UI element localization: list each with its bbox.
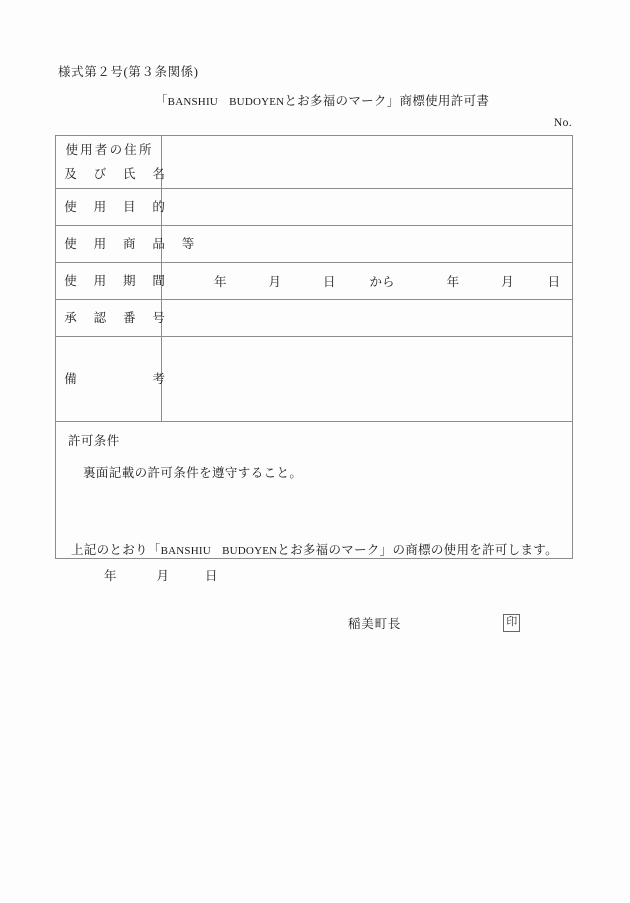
row-value-remarks[interactable] xyxy=(162,337,573,422)
row-label-line: 使用者の住所 xyxy=(65,142,154,157)
row-label-approval-number xyxy=(56,300,168,337)
period-year-to: 年 xyxy=(446,275,460,289)
table-row-purpose xyxy=(56,189,573,226)
row-label-line: 及 び 氏 名 xyxy=(64,167,168,181)
row-label-line: 備 考 xyxy=(64,371,168,386)
table-row-remarks xyxy=(56,337,573,422)
closing-prefix: 上記のとおり「 xyxy=(71,543,161,557)
row-value-approval-number[interactable] xyxy=(162,300,573,337)
row-label-line: 使 用 目 的 xyxy=(64,199,168,214)
table-row-user-address xyxy=(56,136,573,189)
row-label-remarks xyxy=(56,337,168,422)
signature-date-day: 日 xyxy=(205,569,218,583)
form-number: 様式第２号(第３条関係) xyxy=(58,65,199,79)
document-title xyxy=(0,91,630,109)
table-row-period xyxy=(56,263,573,300)
document-title-latin: BANSHIU BUDOYEN xyxy=(167,96,285,108)
document-title-suffix: とお多福のマーク」商標使用許可書 xyxy=(284,94,490,108)
period-connector: から xyxy=(369,275,395,289)
row-value-period[interactable] xyxy=(162,263,573,300)
period-year-from: 年 xyxy=(214,275,227,289)
closing-suffix: とお多福のマーク」の商標の使用を許可します。 xyxy=(277,543,558,557)
row-label-user-address xyxy=(56,136,168,189)
row-label-purpose xyxy=(56,189,168,226)
period-month-from: 月 xyxy=(268,275,282,289)
no-label: No. xyxy=(553,117,572,129)
row-value-user-address[interactable] xyxy=(162,136,573,189)
table-row-approval-number xyxy=(56,300,573,337)
signer-name: 稲美町長 xyxy=(348,617,402,631)
table-row-conditions xyxy=(56,422,573,559)
row-label-period xyxy=(56,263,168,300)
permit-form-table xyxy=(55,135,573,559)
row-label-line: 承 認 番 号 xyxy=(64,310,168,325)
row-label-line: 使 用 商 品 等 xyxy=(64,236,197,251)
conditions-cell xyxy=(56,422,573,559)
conditions-body: 裏面記載の許可条件を遵守すること。 xyxy=(83,466,303,480)
signature-date[interactable] xyxy=(104,566,218,584)
period-date-fields xyxy=(172,272,562,290)
row-value-purpose[interactable] xyxy=(162,189,573,226)
signer-block xyxy=(348,614,520,632)
conditions-title: 許可条件 xyxy=(68,434,120,448)
seal-stamp-icon: 印 xyxy=(503,614,520,632)
document-title-prefix: 「 xyxy=(154,94,168,108)
signature-date-month: 月 xyxy=(156,569,170,583)
period-month-to: 月 xyxy=(501,275,514,289)
closing-statement xyxy=(71,540,558,558)
table-row-goods xyxy=(56,226,573,263)
closing-latin: BANSHIU BUDOYEN xyxy=(160,545,278,557)
period-day-from: 日 xyxy=(323,275,336,289)
period-day-to: 日 xyxy=(547,275,561,289)
row-label-goods xyxy=(56,226,197,263)
row-value-goods[interactable] xyxy=(162,226,573,263)
row-label-line: 使 用 期 間 xyxy=(64,273,168,288)
signature-date-year: 年 xyxy=(104,569,117,583)
